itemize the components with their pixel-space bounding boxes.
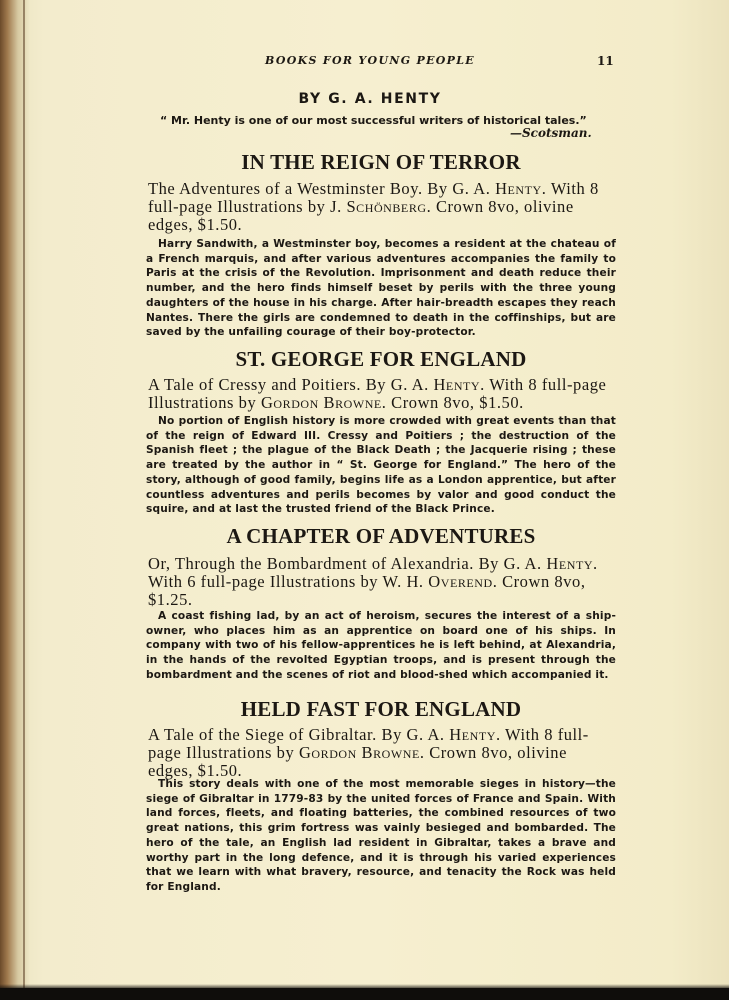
binding-gutter [0,0,30,988]
book-title: IN THE REIGN OF TERROR [241,150,521,174]
book-title: HELD FAST FOR ENGLAND [240,697,522,721]
book-format-price: Crown 8vo, $1.25. [148,572,586,609]
book-illustrations: With 8 full-page Illustrations by J. [148,179,599,216]
book-format-price: Crown 8vo, olivine edges, $1.50. [148,197,574,234]
binding-edge-line [23,0,25,988]
book-title: A CHAPTER OF ADVENTURES [226,524,536,548]
book-description: This story deals with one of the most memorable sieges in history—the siege of Gibraltar in 1779-83 by the united forces of France and Spain. With land forces, fleets, and floating batteries, the combined resources of two great nations, this grim fortress was vainly besieged and bombarded. The hero of the tale, an English lad resident in Gibraltar, takes a brave and worthy part in the long defence, and it is through his varied experiences that we learn with what bravery, resource, and tenacity the Rock was held for England. [146,778,616,893]
book-illustrations: With 6 full-page Illustrations by W. H. [148,572,424,591]
page-bottom-shadow [0,988,729,1000]
book-illustrations: With 8 full-page Illustrations by [148,375,607,412]
book-author: Henty. [546,554,598,573]
book-title: ST. GEORGE FOR ENGLAND [235,347,527,371]
book-lead [148,726,614,780]
book-illustrations: With 8 full-page Illustrations by [148,725,589,762]
running-head: BOOKS FOR YOUNG PEOPLE [265,54,475,67]
author-quote: “ Mr. Henty is one of our most successful writers of historical tales.” [160,114,587,127]
book-subtitle: A Tale of the Siege of Gibraltar. By G. A. [148,725,445,744]
book-format-price: Crown 8vo, $1.50. [391,393,524,412]
book-lead [148,555,614,609]
book-author: Henty. [433,375,485,394]
book-subtitle: A Tale of Cressy and Poitiers. By G. A. [148,375,429,394]
book-format-price: Crown 8vo, olivine edges, $1.50. [148,743,567,780]
book-lead [148,180,614,234]
book-author: Henty. [449,725,501,744]
book-description: A coast fishing lad, by an act of heroism, secures the interest of a ship-owner, who places him as an apprentice on board one of his ships. In company with two of his fellow-apprentices he is left behind, at Alexandria, in the hands of the revolted Egyptian troops, and is present through the bombardment and the scenes of riot and blood-shed which accompanied it. [146,610,616,681]
book-lead [148,376,614,412]
book-description: No portion of English history is more crowded with great events than that of the reign of Edward III. Cressy and Poitiers ; the destruction of the Spanish fleet ; the plague of the Black Death ; the Jacquerie rising ; these are treated by the author in “ St. George for England.” The hero of the story, although of good family, begins life as a London apprentice, but after countless adventures and perils becomes by valor and good conduct the squire, and at last the trusted friend of the Black Prince. [146,415,616,516]
book-description: Harry Sandwith, a Westminster boy, becomes a resident at the chateau of a French marquis, and after various adventures accompanies the family to Paris at the crisis of the Revolution. Imprisonment and death reduce their number, and the hero finds himself beset by perils with the three young daughters of the house in his charge. After hair-breadth escapes they reach Nantes. There the girls are condemned to death in the coffinships, but are saved by the unfailing courage of their boy-protector. [146,238,616,339]
book-subtitle: The Adventures of a Westminster Boy. By G. A. [148,179,491,198]
book-illustrator: Schönberg. [346,197,432,216]
page-number: 11 [597,54,614,68]
book-illustrator: Overend. [428,572,498,591]
book-subtitle: Or, Through the Bombardment of Alexandria. By G. A. [148,554,542,573]
book-author: Henty. [495,179,547,198]
book-illustrator: Gordon Browne. [298,743,425,762]
book-illustrator: Gordon Browne. [260,393,387,412]
author-heading: BY G. A. HENTY [298,91,442,107]
quote-source: —Scotsman. [510,126,592,140]
